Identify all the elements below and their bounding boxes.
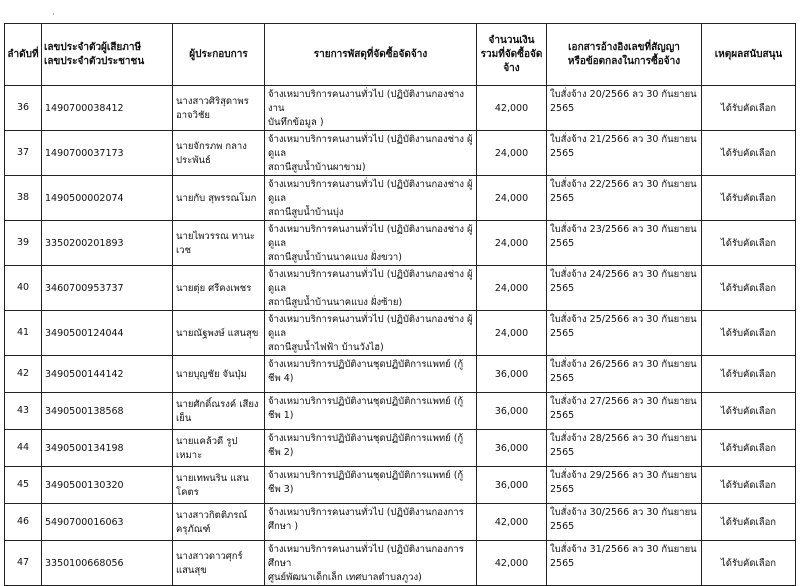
- item-cell: จ้างเหมาบริการปฏิบัติงานชุดปฏิบัติการแพทย์ (กู้ชีพ 1): [265, 393, 477, 430]
- amount-cell: 36,000: [477, 430, 547, 467]
- reason-cell: ได้รับคัดเลือก: [702, 221, 796, 266]
- document-ref-cell: ใบสั่งจ้าง 25/2566 ลว 30 กันยายน 2565: [547, 311, 702, 356]
- item-cell: จ้างเหมาบริการคนงานทั่วไป (ปฏิบัติงานกองการศึกษา ): [265, 504, 477, 541]
- table-row: [5, 176, 796, 221]
- vendor-cell: นายเทพนริน แสนโคตร: [173, 467, 265, 504]
- header-taxid: เลขประจำตัวผู้เสียภาษี เลขประจำตัวประชาชน: [42, 24, 173, 86]
- item-cell: จ้างเหมาบริการคนงานทั่วไป (ปฏิบัติงานกองช่าง ผู้ดูแล สถานีสูบน้ำบ้านผาขาม): [265, 131, 477, 176]
- document-ref-cell: ใบสั่งจ้าง 23/2566 ลว 30 กันยายน 2565: [547, 221, 702, 266]
- table-row: [5, 356, 796, 393]
- tax-id-cell: 3350100668056: [42, 541, 173, 586]
- amount-cell: 36,000: [477, 393, 547, 430]
- amount-cell: 42,000: [477, 504, 547, 541]
- tax-id-cell: 3460700953737: [42, 266, 173, 311]
- reason-cell: ได้รับคัดเลือก: [702, 86, 796, 131]
- reason-cell: ได้รับคัดเลือก: [702, 266, 796, 311]
- row-number: 38: [5, 176, 42, 221]
- tax-id-cell: 3490500138568: [42, 393, 173, 430]
- header-amount: จำนวนเงิน รวมที่จัดซื้อจัด จ้าง: [477, 24, 547, 86]
- row-number: 37: [5, 131, 42, 176]
- table-row: [5, 430, 796, 467]
- table-row: [5, 393, 796, 430]
- reason-cell: ได้รับคัดเลือก: [702, 467, 796, 504]
- vendor-cell: นายตุ่ย ศรีคงเพชร: [173, 266, 265, 311]
- item-cell: จ้างเหมาบริการคนงานทั่วไป (ปฏิบัติงานกองช่าง งาน บันทึกข้อมูล ): [265, 86, 477, 131]
- amount-cell: 36,000: [477, 356, 547, 393]
- vendor-cell: นายกับ สุพรรณโมก: [173, 176, 265, 221]
- amount-cell: 24,000: [477, 131, 547, 176]
- document-ref-cell: ใบสั่งจ้าง 24/2566 ลว 30 กันยายน 2565: [547, 266, 702, 311]
- vendor-cell: นายณัฐพงษ์ แสนสุข: [173, 311, 265, 356]
- table-row: [5, 311, 796, 356]
- document-ref-cell: ใบสั่งจ้าง 22/2566 ลว 30 กันยายน 2565: [547, 176, 702, 221]
- vendor-cell: นางสาวดาวศุกร์ แสนสุข: [173, 541, 265, 586]
- row-number: 40: [5, 266, 42, 311]
- row-number: 43: [5, 393, 42, 430]
- table-row: [5, 541, 796, 586]
- item-cell: จ้างเหมาบริการปฏิบัติงานชุดปฏิบัติการแพทย์ (กู้ชีพ 4): [265, 356, 477, 393]
- document-ref-cell: ใบสั่งจ้าง 31/2566 ลว 30 กันยายน 2565: [547, 541, 702, 586]
- table-row: [5, 504, 796, 541]
- tax-id-cell: 3490500144142: [42, 356, 173, 393]
- procurement-table: [4, 23, 796, 586]
- item-cell: จ้างเหมาบริการคนงานทั่วไป (ปฏิบัติงานกองช่าง ผู้ดูแล สถานีสูบน้ำไฟฟ้า บ้านวังไฮ): [265, 311, 477, 356]
- row-number: 42: [5, 356, 42, 393]
- header-item: รายการพัสดุที่จัดซื้อจัดจ้าง: [265, 24, 477, 86]
- item-cell: จ้างเหมาบริการคนงานทั่วไป (ปฏิบัติงานกองการศึกษา ศูนย์พัฒนาเด็กเล็ก เทศบาลตำบลภูวง): [265, 541, 477, 586]
- vendor-cell: นายศักดิ์ณรงค์ เสียงเย็น: [173, 393, 265, 430]
- document-ref-cell: ใบสั่งจ้าง 28/2566 ลว 30 กันยายน 2565: [547, 430, 702, 467]
- table-row: [5, 266, 796, 311]
- tax-id-cell: 3350200201893: [42, 221, 173, 266]
- row-number: 45: [5, 467, 42, 504]
- document-ref-cell: ใบสั่งจ้าง 30/2566 ลว 30 กันยายน 2565: [547, 504, 702, 541]
- table-row: [5, 221, 796, 266]
- row-number: 41: [5, 311, 42, 356]
- reason-cell: ได้รับคัดเลือก: [702, 131, 796, 176]
- vendor-cell: นายแคล้วดี รูปเหมาะ: [173, 430, 265, 467]
- header-row: [5, 24, 796, 86]
- amount-cell: 24,000: [477, 311, 547, 356]
- tax-id-cell: 3490500130320: [42, 467, 173, 504]
- vendor-cell: นายจักรภพ กลางประพันธ์: [173, 131, 265, 176]
- tax-id-cell: 3490500134198: [42, 430, 173, 467]
- item-cell: จ้างเหมาบริการคนงานทั่วไป (ปฏิบัติงานกองช่าง ผู้ดูแล สถานีสูบน้ำบ้านบุ่ง: [265, 176, 477, 221]
- vendor-cell: นางสาวกิตติภรณ์ ครุภัณฑ์: [173, 504, 265, 541]
- reason-cell: ได้รับคัดเลือก: [702, 541, 796, 586]
- header-vendor: ผู้ประกอบการ: [173, 24, 265, 86]
- table-body: [5, 86, 796, 586]
- table-row: [5, 131, 796, 176]
- vendor-cell: นางสาวศิริสุดาพร อาจวิชัย: [173, 86, 265, 131]
- row-number: 39: [5, 221, 42, 266]
- document-ref-cell: ใบสั่งจ้าง 29/2566 ลว 30 กันยายน 2565: [547, 467, 702, 504]
- amount-cell: 24,000: [477, 176, 547, 221]
- vendor-cell: นายไพวรรณ ทานะเวช: [173, 221, 265, 266]
- tax-id-cell: 1490700037173: [42, 131, 173, 176]
- reason-cell: ได้รับคัดเลือก: [702, 393, 796, 430]
- row-number: 36: [5, 86, 42, 131]
- document-ref-cell: ใบสั่งจ้าง 20/2566 ลว 30 กันยายน 2565: [547, 86, 702, 131]
- table-header: [5, 24, 796, 86]
- row-number: 46: [5, 504, 42, 541]
- item-cell: จ้างเหมาบริการปฏิบัติงานชุดปฏิบัติการแพทย์ (กู้ชีพ 2): [265, 430, 477, 467]
- reason-cell: ได้รับคัดเลือก: [702, 430, 796, 467]
- document-ref-cell: ใบสั่งจ้าง 27/2566 ลว 30 กันยายน 2565: [547, 393, 702, 430]
- header-no: ลำดับที่: [5, 24, 42, 86]
- item-cell: จ้างเหมาบริการปฏิบัติงานชุดปฏิบัติการแพทย์ (กู้ชีพ 3): [265, 467, 477, 504]
- reason-cell: ได้รับคัดเลือก: [702, 356, 796, 393]
- tax-id-cell: 3490500124044: [42, 311, 173, 356]
- header-doc: เอกสารอ้างอิงเลขที่สัญญา หรือข้อตกลงในการซื้อจ้าง: [547, 24, 702, 86]
- row-number: 44: [5, 430, 42, 467]
- vendor-cell: นายบุญชัย จันปุ่ม: [173, 356, 265, 393]
- header-reason: เหตุผลสนับสนุน: [702, 24, 796, 86]
- tax-id-cell: 1490700038412: [42, 86, 173, 131]
- amount-cell: 24,000: [477, 266, 547, 311]
- reason-cell: ได้รับคัดเลือก: [702, 504, 796, 541]
- item-cell: จ้างเหมาบริการคนงานทั่วไป (ปฏิบัติงานกองช่าง ผู้ดูแล สถานีสูบน้ำบ้านนาคแบง ฝั่งขวา): [265, 221, 477, 266]
- document-ref-cell: ใบสั่งจ้าง 21/2566 ลว 30 กันยายน 2565: [547, 131, 702, 176]
- table-row: [5, 467, 796, 504]
- document-ref-cell: ใบสั่งจ้าง 26/2566 ลว 30 กันยายน 2565: [547, 356, 702, 393]
- tax-id-cell: 5490700016063: [42, 504, 173, 541]
- row-number: 47: [5, 541, 42, 586]
- amount-cell: 36,000: [477, 467, 547, 504]
- amount-cell: 42,000: [477, 86, 547, 131]
- table-row: [5, 86, 796, 131]
- amount-cell: 42,000: [477, 541, 547, 586]
- amount-cell: 24,000: [477, 221, 547, 266]
- reason-cell: ได้รับคัดเลือก: [702, 176, 796, 221]
- tax-id-cell: 1490500002074: [42, 176, 173, 221]
- item-cell: จ้างเหมาบริการคนงานทั่วไป (ปฏิบัติงานกองช่าง ผู้ดูแล สถานีสูบน้ำบ้านนาคแบง ฝั่งซ้าย): [265, 266, 477, 311]
- reason-cell: ได้รับคัดเลือก: [702, 311, 796, 356]
- scan-speck: ·: [52, 10, 55, 19]
